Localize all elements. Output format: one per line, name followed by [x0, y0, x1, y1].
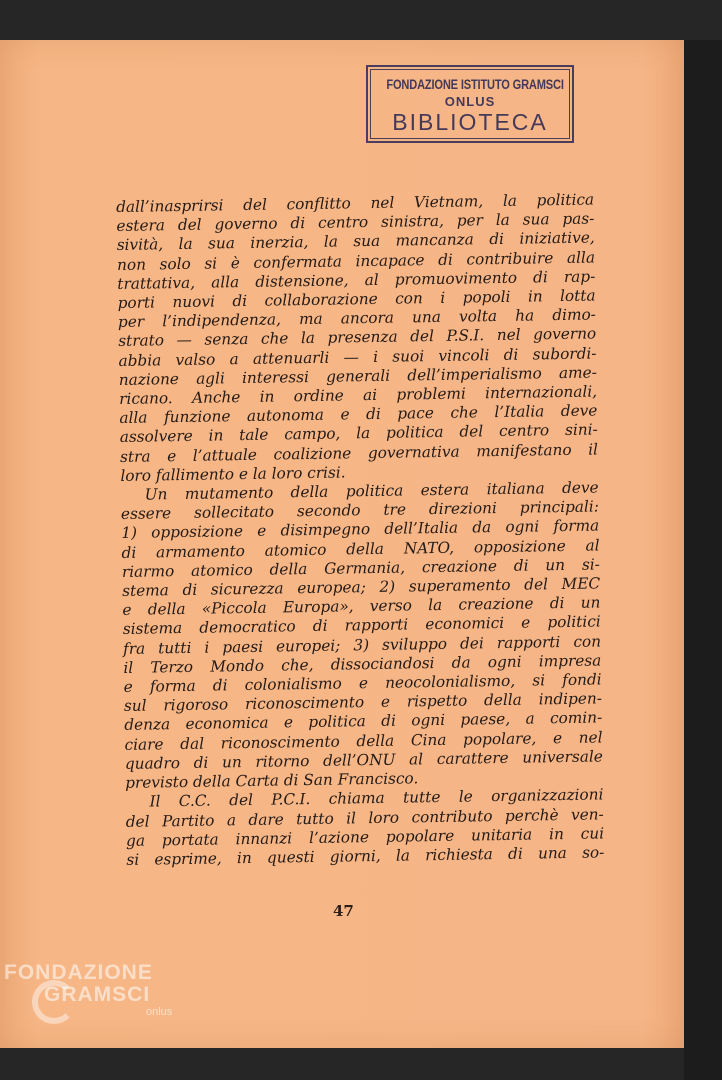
stamp-line-1: FONDAZIONE ISTITUTO GRAMSCI — [386, 77, 564, 92]
text-line: loro fallimento e la loro crisi. — [120, 463, 346, 485]
document-page — [0, 40, 684, 1048]
watermark-line-3: onlus — [146, 1006, 173, 1018]
stamp-line-3: BIBLIOTECA — [392, 109, 548, 135]
text-line: riarmo atomico della Germania, creazione di un si- — [121, 555, 600, 581]
page-number: 47 — [333, 902, 354, 920]
text-line: sul rigoroso riconoscimento e rispetto della indipen- — [123, 689, 603, 716]
text-line: il Terzo Mondo che, dissociandosi da ogni impresa — [123, 651, 602, 677]
text-line: assolvere in tale campo, la politica del centro sini- — [119, 420, 598, 447]
text-line: fra tutti i paesi europei; 3) sviluppo dei rapporti con — [122, 632, 602, 658]
text-line: abbia valso a attenuarli — i suoi vincoli di subordi- — [118, 344, 597, 370]
watermark-logo — [4, 962, 172, 1018]
text-line: trattativa, alla distensione, al promuovimento di rap- — [117, 267, 596, 293]
text-line: alla funzione autonoma e di pace che l’Italia deve — [119, 401, 598, 428]
text-line: Il C.C. del P.C.I. chiama tutte le organizzazioni — [149, 785, 604, 811]
text-line: e della «Piccola Europa», verso la creazione di un — [122, 593, 601, 620]
text-line: si esprime, in questi giorni, la richiesta di una so- — [126, 843, 605, 869]
watermark-line-2: GRAMSCI — [44, 983, 151, 1006]
text-line: per l’indipendenza, ma ancora una volta ha dimo- — [117, 305, 597, 332]
text-line: sistema democratico di rapporti economici e politici — [122, 612, 601, 639]
text-line: ciare dal riconoscimento della Cina popolare, e nel — [124, 728, 603, 754]
text-line: estera del governo di centro sinistra, per la sua pas- — [116, 209, 595, 236]
text-line: essere sollecitato secondo tre direzioni principali: — [120, 497, 600, 524]
text-line: dall’inasprirsi del conflitto nel Vietnam, la politica — [116, 190, 595, 216]
text-line: non solo si è confermata incapace di contribuire alla — [116, 248, 596, 274]
text-line: Un mutamento della politica estera italiana deve — [144, 478, 599, 504]
stamp-line-2: ONLUS — [444, 94, 496, 109]
text-line: strato — senza che la presenza del P.S.I. nel governo — [118, 324, 597, 351]
text-line: e forma di colonialismo e neocolonialismo, si fondi — [123, 670, 602, 697]
text-line: previsto della Carta di San Francisco. — [125, 769, 419, 793]
text-line: del Partito a dare tutto il loro contributo perchè ven- — [125, 804, 604, 831]
text-line: sività, la sua inerzia, la sua mancanza di iniziative, — [116, 228, 595, 255]
text-line: porti nuovi di collaborazione con i popoli in lotta — [117, 286, 596, 313]
text-line: ricano. Anche in ordine ai problemi internazionali, — [119, 382, 598, 409]
text-line: denza economica e politica di ogni paese, a comin- — [124, 708, 603, 735]
library-stamp — [366, 65, 574, 143]
text-line: stema di sicurezza europea; 2) superamento del MEC — [122, 574, 601, 601]
scan-background-edge — [684, 40, 722, 1080]
body-text — [116, 190, 604, 870]
gramsci-logo-icon — [32, 980, 76, 1024]
text-line: quadro di un ritorno dell’ONU al carattere universale — [124, 747, 603, 773]
text-line: stra e l’attuale coalizione governativa manifestano il — [119, 440, 599, 466]
text-line: 1) opposizione e disimpegno dell’Italia da ogni forma — [121, 516, 600, 543]
watermark-line-1: FONDAZIONE — [4, 961, 153, 984]
text-line: nazione agli interessi generali dell’imperialismo ame- — [118, 363, 597, 389]
text-line: di armamento atomico della NATO, opposizione al — [121, 536, 600, 562]
text-line: ga portata innanzi l’azione popolare unitaria in cui — [125, 824, 605, 850]
